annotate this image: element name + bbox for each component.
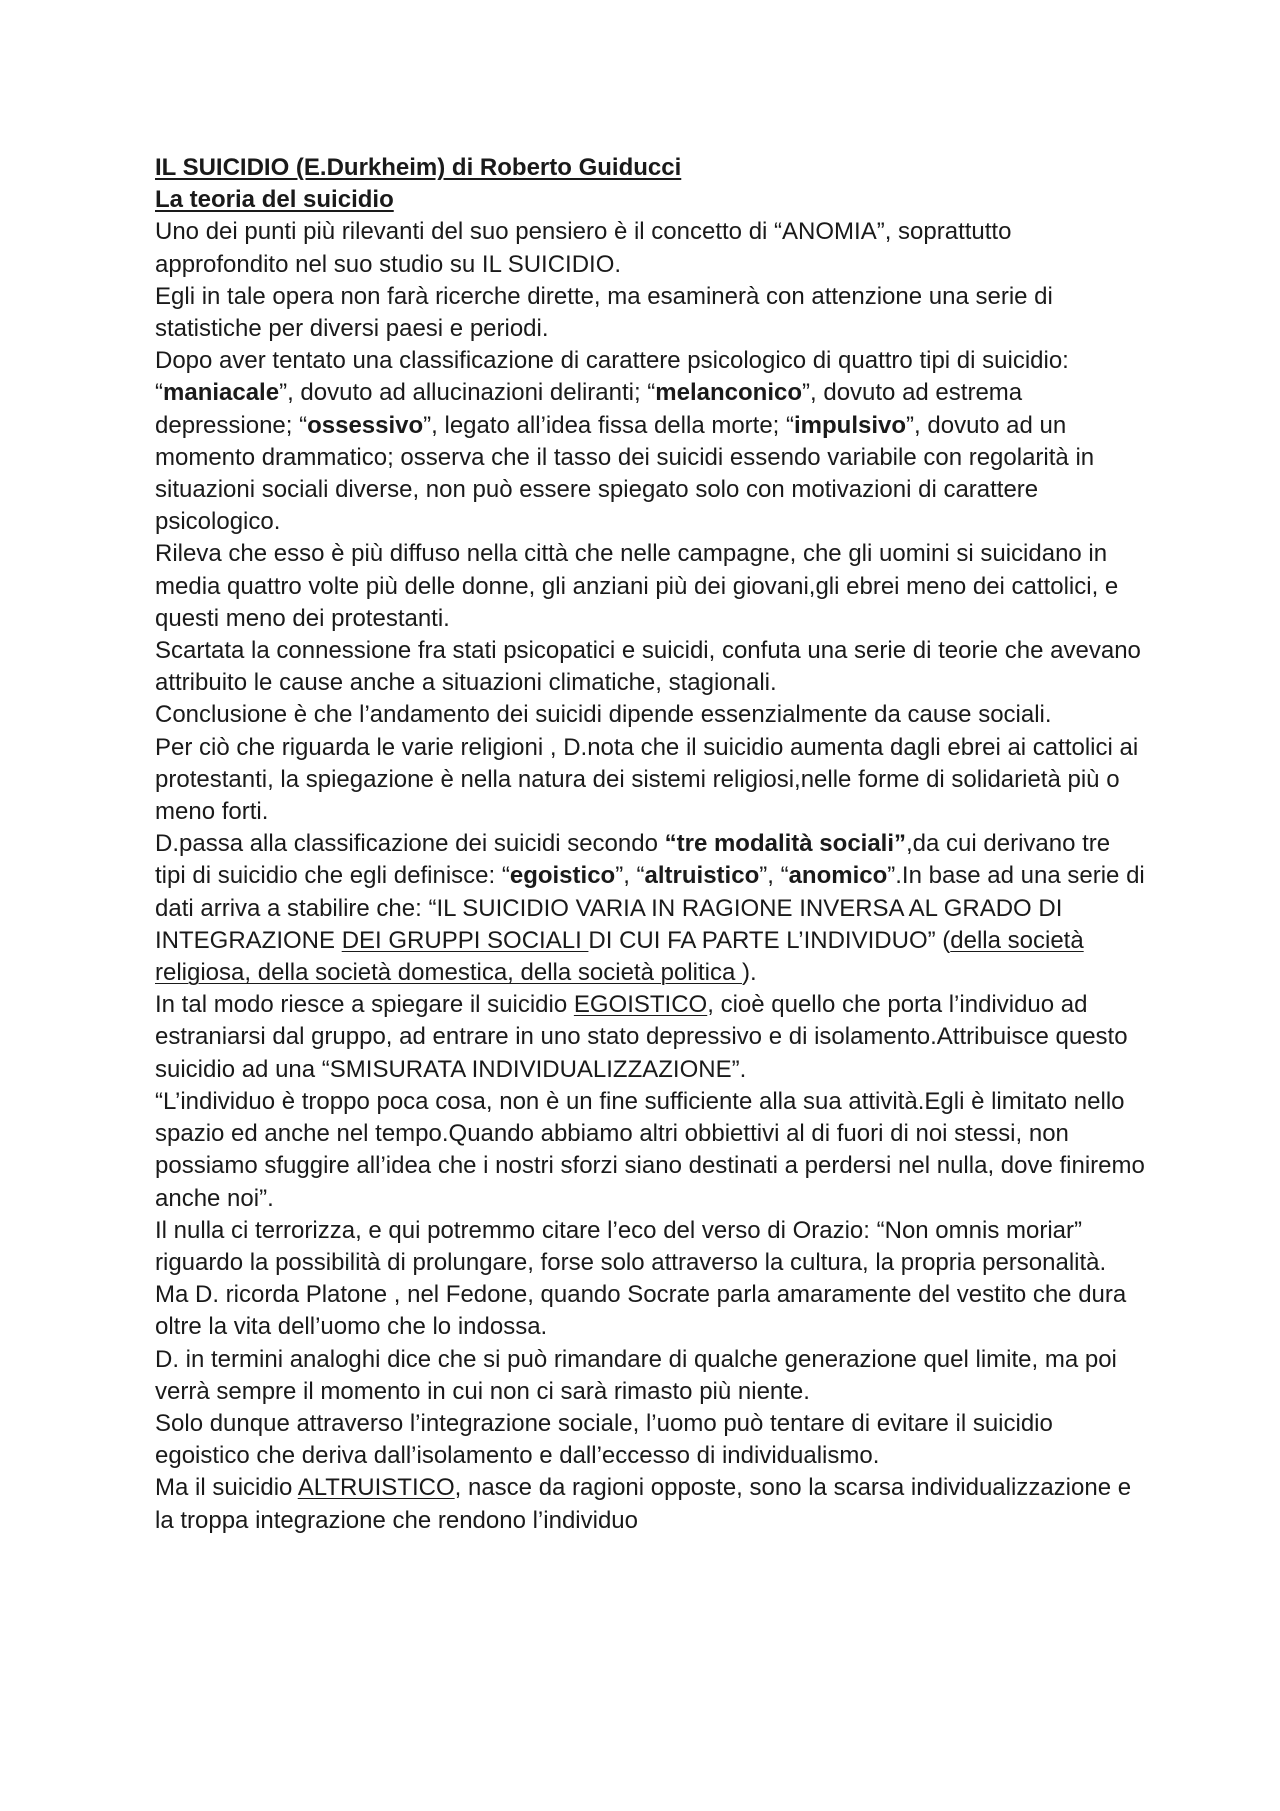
term-melanconico: melanconico: [655, 379, 803, 407]
paragraph-12: Ma D. ricorda Platone , nel Fedone, quando Socrate parla amaramente del vestito che dura oltre la vita dell’uomo che lo indossa.: [155, 1281, 1127, 1341]
paragraph-1: Uno dei punti più rilevanti del suo pensiero è il concetto di “ANOMIA”, soprattutto approfondito nel suo studio su IL SUICIDIO.: [155, 218, 1012, 278]
paragraph-2: Egli in tale opera non farà ricerche dirette, ma esaminerà con attenzione una serie di statistiche per diversi paesi e periodi.: [155, 282, 1053, 343]
document-page: [155, 152, 1145, 1537]
term-egoistico: egoistico: [509, 862, 616, 890]
paragraph-4: Rileva che esso è più diffuso nella città che nelle campagne, che gli uomini si suicidano in media quattro volte più delle donne, gli anziani più dei giovani,gli ebrei meno dei cattolici, e questi meno dei protestanti.: [155, 540, 1119, 632]
term-tre-modalita: “tre modalità sociali”: [664, 830, 907, 858]
paragraph-3: Dopo aver tentato una classificazione di carattere psicologico di quattro tipi di suicidio: “maniacale”, dovuto ad allucinazioni deliranti; “melanconico”, dovuto ad estrema depressione; “ossessivo”, legato all’idea fissa della morte; “impulsivo”, dovuto ad un momento drammatico; osserva che il tasso dei suicidi essendo variabile con regolarità in situazioni sociali diverse, non può essere spiegato solo con motivazioni di carattere psicologico.: [155, 347, 1095, 536]
paragraph-13: D. in termini analoghi dice che si può rimandare di qualche generazione quel limite, ma poi verrà sempre il momento in cui non ci sarà rimasto più niente.: [155, 1345, 1117, 1405]
term-ossessivo: ossessivo: [307, 411, 424, 439]
term-anomico: anomico: [788, 862, 888, 890]
document-subtitle: La teoria del suicidio: [155, 186, 394, 214]
paragraph-11: Il nulla ci terrorizza, e qui potremmo citare l’eco del verso di Orazio: “Non omnis moriar” riguardo la possibilità di prolungare, forse solo attraverso la cultura, la propria personalità.: [155, 1216, 1107, 1276]
term-impulsivo: impulsivo: [794, 411, 907, 439]
underlined-altruistico: ALTRUISTICO: [297, 1474, 455, 1502]
underlined-societa: della società religiosa, della società domestica, della società politica: [155, 926, 1084, 987]
underlined-egoistico: EGOISTICO: [573, 991, 708, 1019]
underlined-gruppi-sociali: DEI GRUPPI SOCIALI: [341, 926, 589, 954]
paragraph-8: D.passa alla classificazione dei suicidi secondo “tre modalità sociali”,da cui derivano tre tipi di suicidio che egli definisce: “egoistico”, “altruistico”, “anomico”.In base ad una serie di dati arriva a stabilire che: “IL SUICIDIO VARIA IN RAGIONE INVERSA AL GRADO DI INTEGRAZIONE DEI GRUPPI SOCIALI DI CUI FA PARTE L’INDIVIDUO” (della società religiosa, della società domestica, della società politica ).: [155, 830, 1145, 987]
paragraph-6: Conclusione è che l’andamento dei suicidi dipende essenzialmente da cause sociali.: [155, 701, 1052, 729]
term-altruistico: altruistico: [644, 862, 760, 890]
paragraph-15: Ma il suicidio ALTRUISTICO, nasce da ragioni opposte, sono la scarsa individualizzazione e la troppa integrazione che rendono l’individuo: [155, 1474, 1132, 1534]
paragraph-5: Scartata la connessione fra stati psicopatici e suicidi, confuta una serie di teorie che avevano attribuito le cause anche a situazioni climatiche, stagionali.: [155, 637, 1141, 697]
paragraph-10: “L’individuo è troppo poca cosa, non è un fine sufficiente alla sua attività.Egli è limitato nello spazio ed anche nel tempo.Quando abbiamo altri obbiettivi al di fuori di noi stessi, non possiamo sfuggire all’idea che i nostri sforzi siano destinati a perdersi nel nulla, dove finiremo anche noi”.: [155, 1087, 1145, 1212]
paragraph-7: Per ciò che riguarda le varie religioni , D.nota che il suicidio aumenta dagli ebrei ai cattolici ai protestanti, la spiegazione è nella natura dei sistemi religiosi,nelle forme di solidarietà più o meno forti.: [155, 733, 1139, 826]
paragraph-14: Solo dunque attraverso l’integrazione sociale, l’uomo può tentare di evitare il suicidio egoistico che deriva dall’isolamento e dall’eccesso di individualismo.: [155, 1409, 1053, 1470]
paragraph-9: In tal modo riesce a spiegare il suicidio EGOISTICO, cioè quello che porta l’individuo ad estraniarsi dal gruppo, ad entrare in uno stato depressivo e di isolamento.Attribuisce questo suicidio ad una “SMISURATA INDIVIDUALIZZAZIONE”.: [155, 991, 1128, 1083]
term-maniacale: maniacale: [163, 379, 280, 407]
document-title: IL SUICIDIO (E.Durkheim) di Roberto Guiducci: [155, 154, 682, 181]
